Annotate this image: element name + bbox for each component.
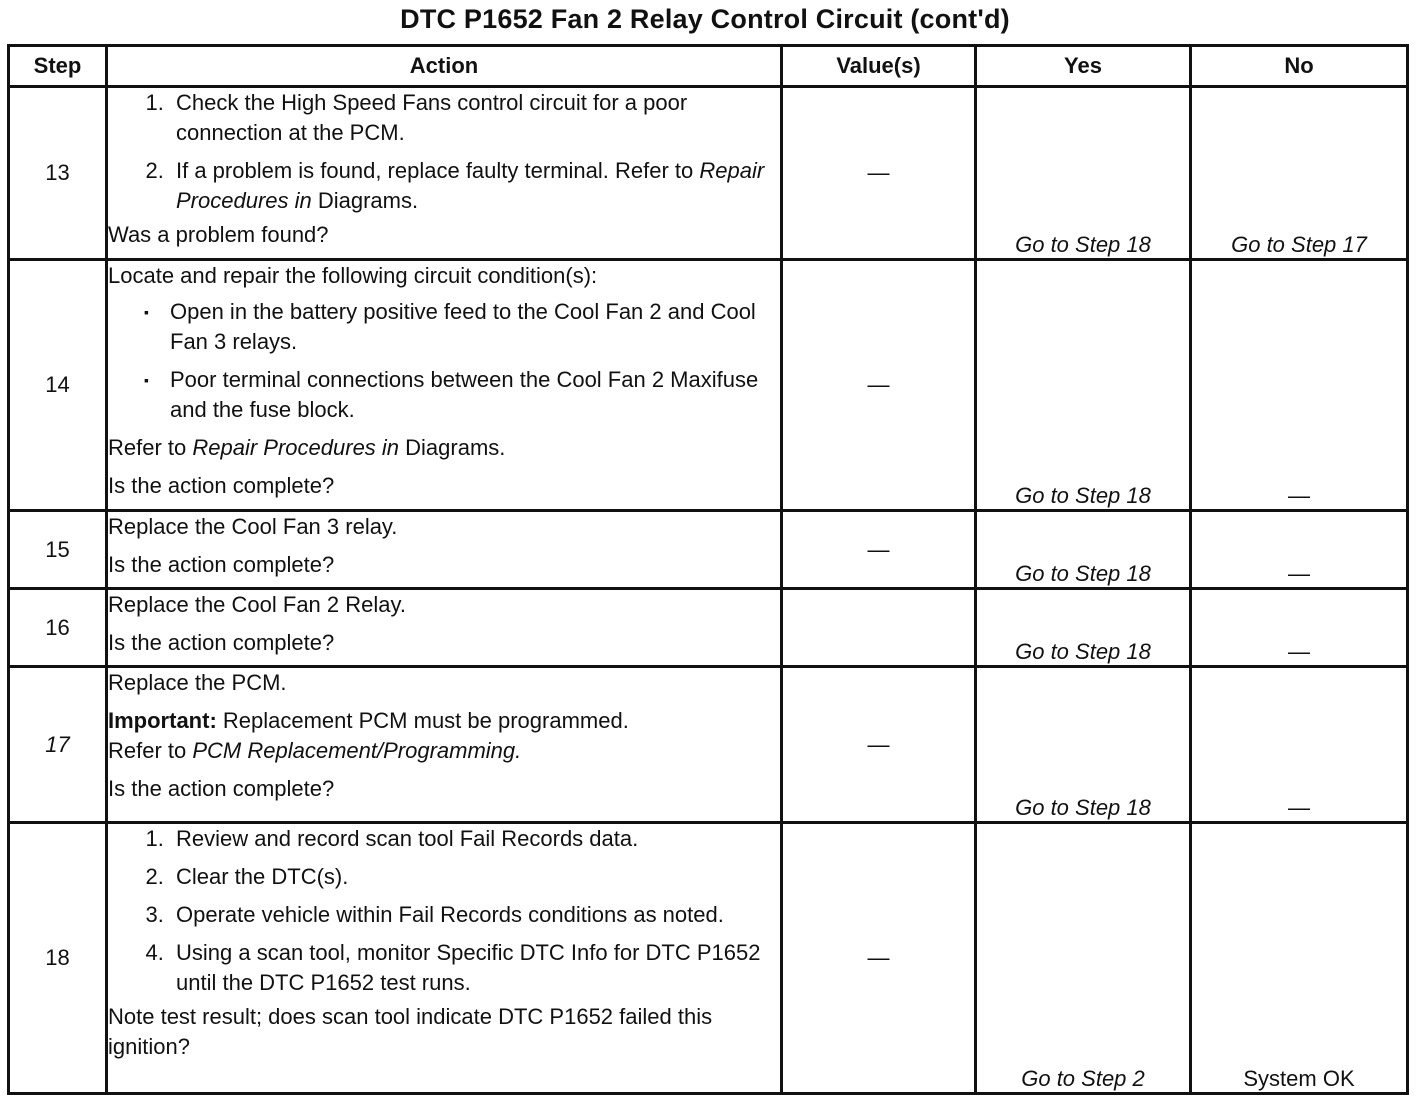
- value-cell: —: [782, 87, 976, 260]
- header-no: No: [1191, 46, 1408, 87]
- important-note: Important: Replacement PCM must be programmed.: [108, 708, 629, 733]
- value-cell: —: [782, 511, 976, 589]
- action-cell: [107, 823, 782, 1094]
- action-step: 2. If a problem is found, replace faulty terminal. Refer to Repair Procedures in Diagrams.: [170, 156, 780, 216]
- action-question: Is the action complete?: [108, 776, 335, 801]
- action-step: 2. Clear the DTC(s).: [170, 862, 780, 892]
- action-cell: [107, 667, 782, 823]
- table-row-step-13: [9, 87, 1408, 260]
- action-cell: [107, 511, 782, 589]
- action-cell: [107, 589, 782, 667]
- value-cell: [782, 589, 976, 667]
- action-steps: [108, 824, 780, 998]
- table-row-step-18: [9, 823, 1408, 1094]
- no-cell: System OK: [1191, 823, 1408, 1094]
- condition-list: [108, 297, 780, 425]
- yes-cell: Go to Step 18: [976, 667, 1191, 823]
- step-number: 18: [9, 823, 107, 1094]
- table-row-step-14: [9, 260, 1408, 511]
- yes-cell: Go to Step 18: [976, 87, 1191, 260]
- step-number: 14: [9, 260, 107, 511]
- header-action: Action: [107, 46, 782, 87]
- action-intro: Locate and repair the following circuit condition(s):: [108, 263, 598, 288]
- document-title: DTC P1652 Fan 2 Relay Control Circuit (cont'd): [400, 4, 1010, 34]
- action-question: Note test result; does scan tool indicate DTC P1652 failed this ignition?: [108, 1004, 713, 1059]
- action-cell: [107, 87, 782, 260]
- table-row-step-16: [9, 589, 1408, 667]
- no-cell: —: [1191, 260, 1408, 511]
- action-cell: [107, 260, 782, 511]
- table-row-step-15: [9, 511, 1408, 589]
- step-number: 13: [9, 87, 107, 260]
- action-steps: [108, 88, 780, 216]
- header-row: [9, 46, 1408, 87]
- no-cell: —: [1191, 589, 1408, 667]
- header-yes: Yes: [976, 46, 1191, 87]
- action-refer: Refer to PCM Replacement/Programming.: [108, 738, 522, 763]
- action-text: Replace the Cool Fan 2 Relay.: [108, 592, 406, 617]
- action-text: Replace the PCM.: [108, 670, 287, 695]
- action-step: 3. Operate vehicle within Fail Records conditions as noted.: [170, 900, 780, 930]
- diagnostic-table: [7, 44, 1409, 1095]
- action-question: Is the action complete?: [108, 473, 335, 498]
- no-cell: —: [1191, 667, 1408, 823]
- value-cell: —: [782, 667, 976, 823]
- action-question: Was a problem found?: [108, 222, 329, 247]
- header-step: Step: [9, 46, 107, 87]
- action-step: 4. Using a scan tool, monitor Specific DTC Info for DTC P1652 until the DTC P1652 test runs.: [170, 938, 780, 998]
- yes-cell: Go to Step 18: [976, 511, 1191, 589]
- step-number: 15: [9, 511, 107, 589]
- step-number: 17: [9, 667, 107, 823]
- action-text: Replace the Cool Fan 3 relay.: [108, 514, 398, 539]
- no-cell: —: [1191, 511, 1408, 589]
- value-cell: —: [782, 260, 976, 511]
- header-values: Value(s): [782, 46, 976, 87]
- condition-item: ▪ Poor terminal connections between the Cool Fan 2 Maxifuse and the fuse block.: [170, 365, 780, 425]
- action-step: 1. Review and record scan tool Fail Records data.: [170, 824, 780, 854]
- yes-cell: Go to Step 18: [976, 589, 1191, 667]
- action-step: 1. Check the High Speed Fans control circuit for a poor connection at the PCM.: [170, 88, 780, 148]
- action-question: Is the action complete?: [108, 630, 335, 655]
- yes-cell: Go to Step 18: [976, 260, 1191, 511]
- action-question: Is the action complete?: [108, 552, 335, 577]
- yes-cell: Go to Step 2: [976, 823, 1191, 1094]
- step-number: 16: [9, 589, 107, 667]
- table-row-step-17: [9, 667, 1408, 823]
- condition-item: ▪ Open in the battery positive feed to the Cool Fan 2 and Cool Fan 3 relays.: [170, 297, 780, 357]
- no-cell: Go to Step 17: [1191, 87, 1408, 260]
- value-cell: —: [782, 823, 976, 1094]
- action-refer: Refer to Repair Procedures in Diagrams.: [108, 435, 506, 460]
